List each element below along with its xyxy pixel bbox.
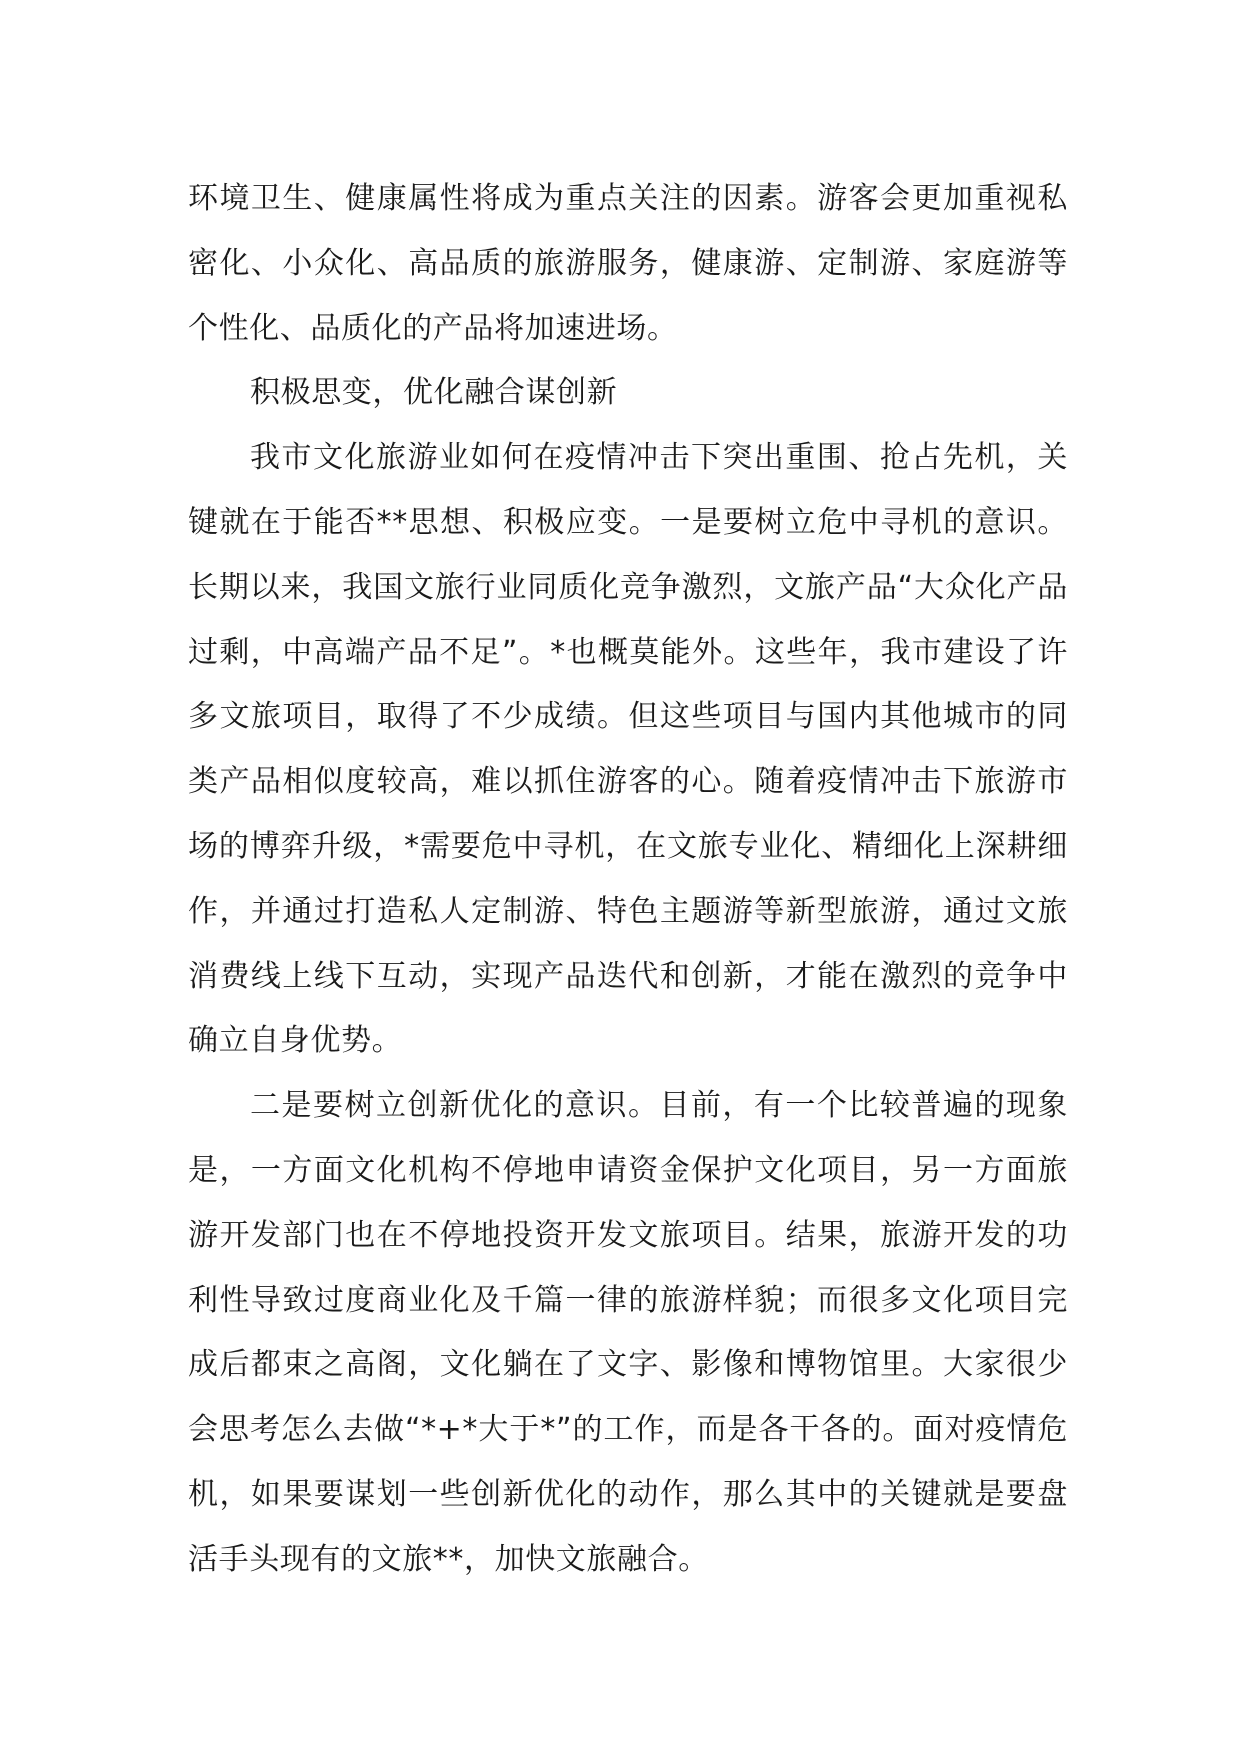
paragraph-crisis-opportunity: 我市文化旅游业如何在疫情冲击下突出重围、抢占先机，关键就在于能否**思想、积极应变。一是要树立危中寻机的意识。长期以来，我国文旅行业同质化竞争激烈，文旅产品“大众化产品过剩，中高端产品不足”。*也概莫能外。这些年，我市建设了许多文旅项目，取得了不少成绩。但这些项目与国内其他城市的同类产品相似度较高，难以抓住游客的心。随着疫情冲击下旅游市场的博弈升级，*需要危中寻机，在文旅专业化、精细化上深耕细作，并通过打造私人定制游、特色主题游等新型旅游，通过文旅消费线上线下互动，实现产品迭代和创新，才能在激烈的竞争中确立自身优势。 [188,440,1068,1059]
paragraph-continuation: 环境卫生、健康属性将成为重点关注的因素。游客会更加重视私密化、小众化、高品质的旅游服务，健康游、定制游、家庭游等个性化、品质化的产品将加速进场。 [188,181,1068,346]
document-body [188,167,1068,1593]
section-heading: 积极思变，优化融合谋创新 [250,375,618,411]
paragraph-innovation: 二是要树立创新优化的意识。目前，有一个比较普遍的现象是，一方面文化机构不停地申请资金保护文化项目，另一方面旅游开发部门也在不停地投资开发文旅项目。结果，旅游开发的功利性导致过度商业化及千篇一律的旅游样貌；而很多文化项目完成后都束之高阁，文化躺在了文字、影像和博物馆里。大家很少会思考怎么去做“*+*大于*”的工作，而是各干各的。面对疫情危机，如果要谋划一些创新优化的动作，那么其中的关键就是要盘活手头现有的文旅**，加快文旅融合。 [188,1088,1068,1577]
